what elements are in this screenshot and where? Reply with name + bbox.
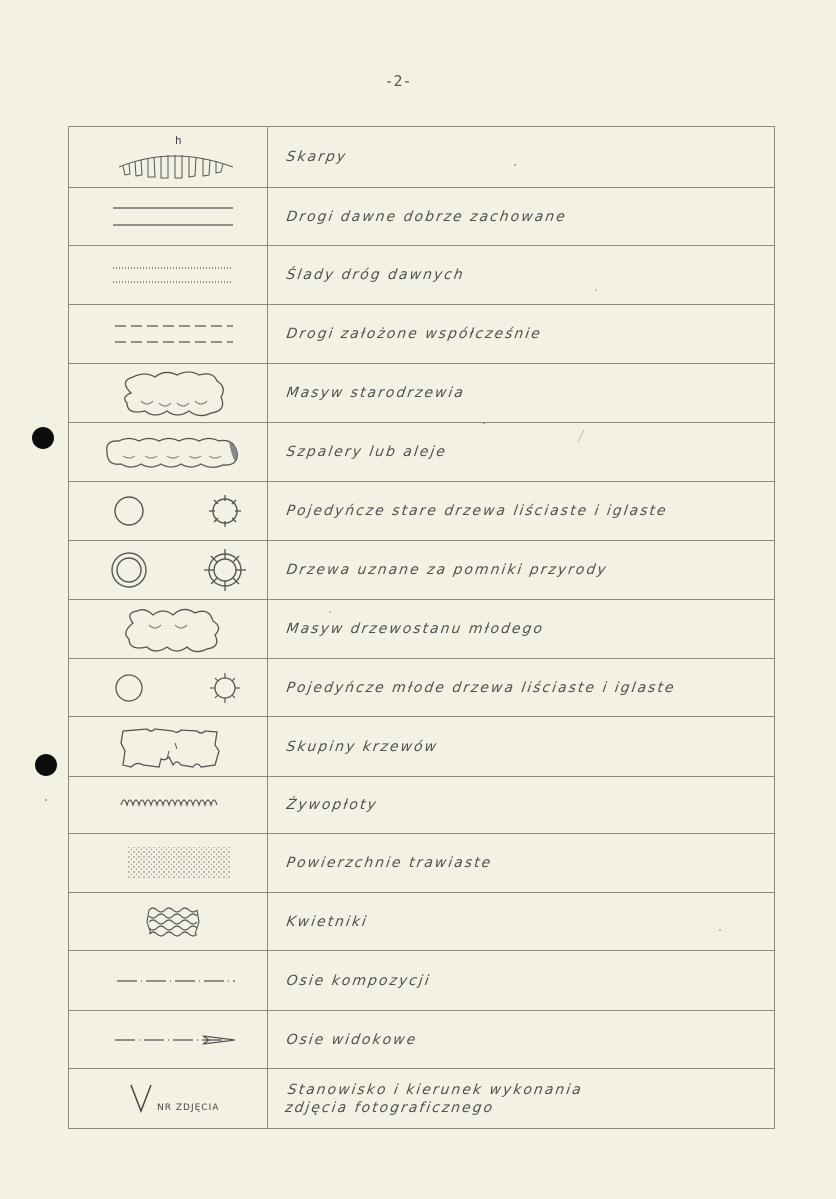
legend-label: Skarpy	[263, 127, 779, 188]
legend-table	[68, 126, 775, 1129]
hedge-icon	[93, 787, 243, 823]
legend-label: Drogi założone współcześnie	[263, 305, 778, 364]
legend-row	[69, 482, 775, 541]
single-young-trees-icon	[83, 664, 253, 712]
grass-stipple-icon	[93, 841, 243, 885]
single-old-trees-icon	[83, 486, 253, 536]
legend-row	[69, 188, 775, 246]
legend-label: Szpalery lub aleje	[263, 423, 778, 482]
legend-label	[263, 1069, 778, 1129]
legend-label: Drogi dawne dobrze zachowane	[263, 188, 778, 246]
legend-label: Osie kompozycji	[263, 951, 778, 1011]
young-stand-mass-icon	[93, 603, 243, 655]
legend-row	[69, 1069, 775, 1129]
legend-label: Masyw starodrzewia	[263, 364, 778, 423]
legend-row	[69, 951, 775, 1011]
composition-axis-icon	[93, 966, 243, 996]
scarp-letter: h	[175, 134, 182, 147]
tree-row-icon	[83, 432, 253, 472]
legend-row	[69, 600, 775, 659]
page-number: -2-	[384, 72, 412, 90]
double-solid-line-icon	[93, 197, 243, 237]
punch-hole	[35, 754, 57, 776]
legend-row	[69, 1011, 775, 1069]
legend-label: Powierzchnie trawiaste	[263, 834, 778, 893]
legend-row	[69, 541, 775, 600]
legend-row	[69, 127, 775, 188]
legend-label: Kwietniki	[263, 893, 778, 951]
scarp-hachures-icon	[93, 131, 243, 183]
photo-number-caption: NR ZDJĘCIA	[157, 1102, 220, 1113]
shrub-group-icon	[93, 721, 243, 773]
legend-label: Żywopłoty	[263, 777, 778, 834]
legend-row	[69, 777, 775, 834]
legend-row	[69, 364, 775, 423]
old-tree-mass-icon	[93, 367, 243, 419]
punch-hole	[32, 427, 54, 449]
legend-row	[69, 659, 775, 717]
legend-row	[69, 834, 775, 893]
legend-row	[69, 717, 775, 777]
legend-label: Pojedyńcze młode drzewa liściaste i iglaste	[263, 659, 778, 717]
legend-label-line2: zdjęcia fotograficznego	[283, 1099, 495, 1116]
flowerbed-icon	[93, 900, 243, 944]
legend-label: Skupiny krzewów	[263, 717, 778, 777]
legend-row	[69, 246, 775, 305]
legend-row	[69, 893, 775, 951]
legend-label: Osie widokowe	[263, 1011, 778, 1069]
photo-station-icon	[83, 1077, 253, 1121]
legend-label: Masyw drzewostanu młodego	[263, 600, 778, 659]
double-dashed-line-icon	[93, 314, 243, 354]
legend-label-line1: Stanowisko i kierunek wykonania	[286, 1081, 584, 1098]
monument-trees-icon	[83, 543, 253, 597]
legend-label: Drzewa uznane za pomniki przyrody	[263, 541, 778, 600]
legend-row	[69, 305, 775, 364]
view-axis-arrow-icon	[93, 1025, 243, 1055]
legend-row	[69, 423, 775, 482]
double-dotted-line-icon	[93, 255, 243, 295]
legend-label: Pojedyńcze stare drzewa liściaste i iglaste	[263, 482, 778, 541]
legend-label: Ślady dróg dawnych	[263, 246, 778, 305]
